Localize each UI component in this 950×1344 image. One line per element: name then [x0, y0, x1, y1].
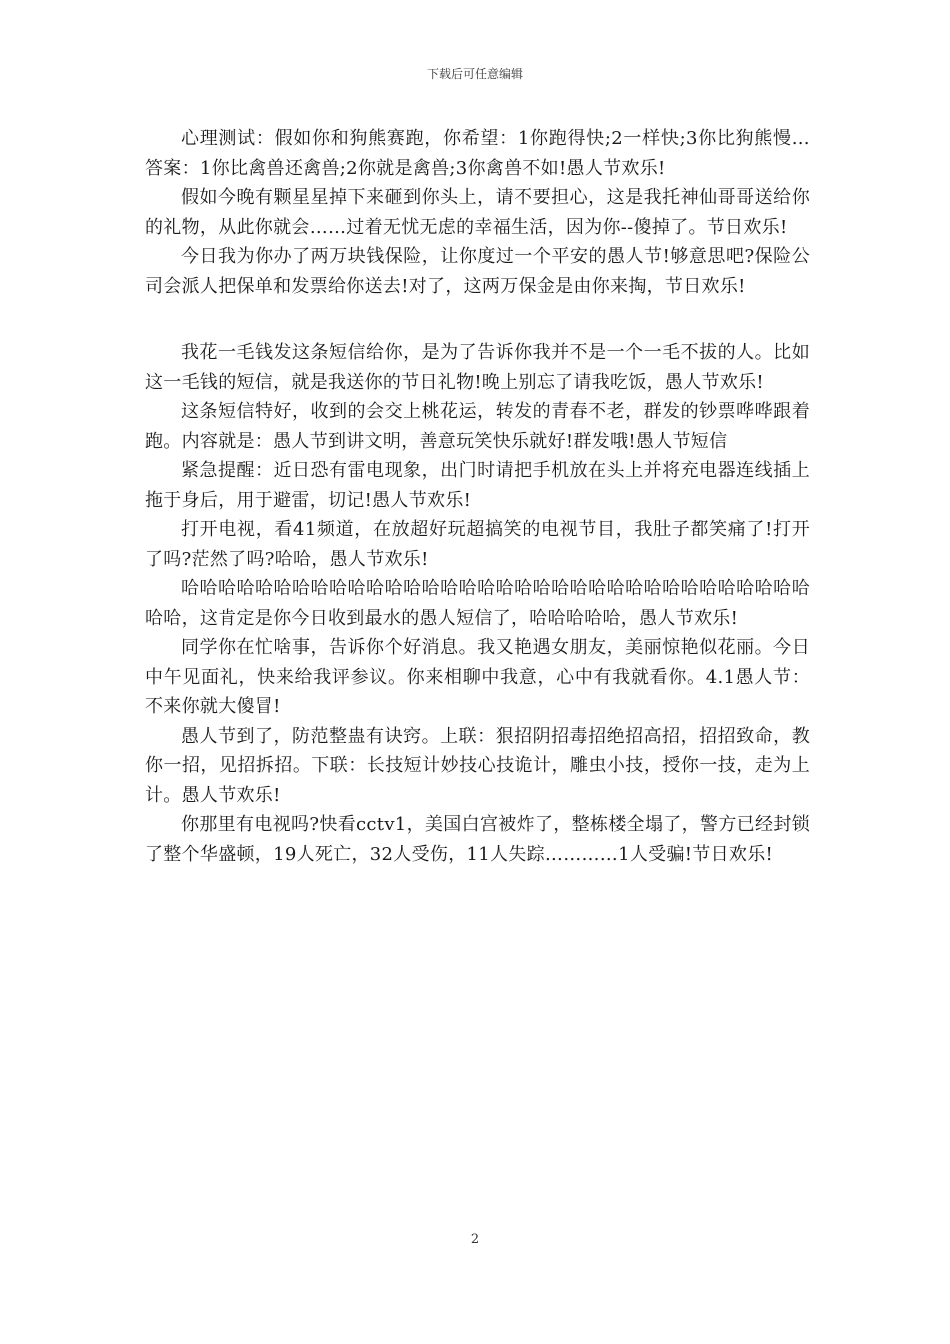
paragraph: 愚人节到了，防范整蛊有诀窍。上联：狠招阴招毒招绝招高招，招招致命，教你一招，见招拆招。下联：长技短计妙技心技诡计，雕虫小技，授你一技，走为上计。愚人节欢乐!: [145, 725, 810, 806]
paragraph: 我花一毛钱发这条短信给你，是为了告诉你我并不是一个一毛不拔的人。比如这一毛钱的短信，就是我送你的节日礼物!晚上别忘了请我吃饭，愚人节欢乐!: [145, 342, 810, 393]
paragraph: 同学你在忙啥事，告诉你个好消息。我又艳遇女朋友，美丽惊艳似花丽。今日中午见面礼，快来给我评参议。你来相聊中我意，心中有我就看你。4.1愚人节：不来你就大傻冒!: [145, 637, 810, 717]
paragraph: 紧急提醒：近日恐有雷电现象，出门时请把手机放在头上并将充电器连线插上拖于身后，用于避雷，切记!愚人节欢乐!: [145, 460, 810, 511]
paragraph: 心理测试：假如你和狗熊赛跑，你希望：1你跑得快;2一样快;3你比狗熊慢…答案：1你比禽兽还禽兽;2你就是禽兽;3你禽兽不如!愚人节欢乐!: [145, 128, 810, 179]
paragraph: 这条短信特好，收到的会交上桃花运，转发的青春不老，群发的钞票哗哗跟着跑。内容就是：愚人节到讲文明，善意玩笑快乐就好!群发哦!愚人节短信: [145, 401, 810, 452]
page-number: 2: [470, 1232, 480, 1247]
paragraph: 你那里有电视吗?快看cctv1，美国白宫被炸了，整栋楼全塌了，警方已经封锁了整个华盛顿，19人死亡，32人受伤，11人失踪…………1人受骗!节日欢乐!: [145, 814, 810, 865]
document-body: [145, 124, 810, 869]
paragraph: 今日我为你办了两万块钱保险，让你度过一个平安的愚人节!够意思吧?保险公司会派人把保单和发票给你送去!对了，这两万保金是由你来掏，节日欢乐!: [145, 246, 810, 297]
paragraph: 假如今晚有颗星星掉下来砸到你头上，请不要担心，这是我托神仙哥哥送给你的礼物，从此你就会……过着无忧无虑的幸福生活，因为你--傻掉了。节日欢乐!: [145, 187, 810, 238]
page-header: 下载后可任意编辑: [426, 67, 523, 81]
paragraph: 打开电视，看41频道，在放超好玩超搞笑的电视节目，我肚子都笑痛了!打开了吗?茫然了吗?哈哈，愚人节欢乐!: [145, 519, 810, 570]
paragraph: 哈哈哈哈哈哈哈哈哈哈哈哈哈哈哈哈哈哈哈哈哈哈哈哈哈哈哈哈哈哈哈哈哈哈哈哈，这肯定是你今日收到最水的愚人短信了，哈哈哈哈哈，愚人节欢乐!: [145, 578, 810, 629]
